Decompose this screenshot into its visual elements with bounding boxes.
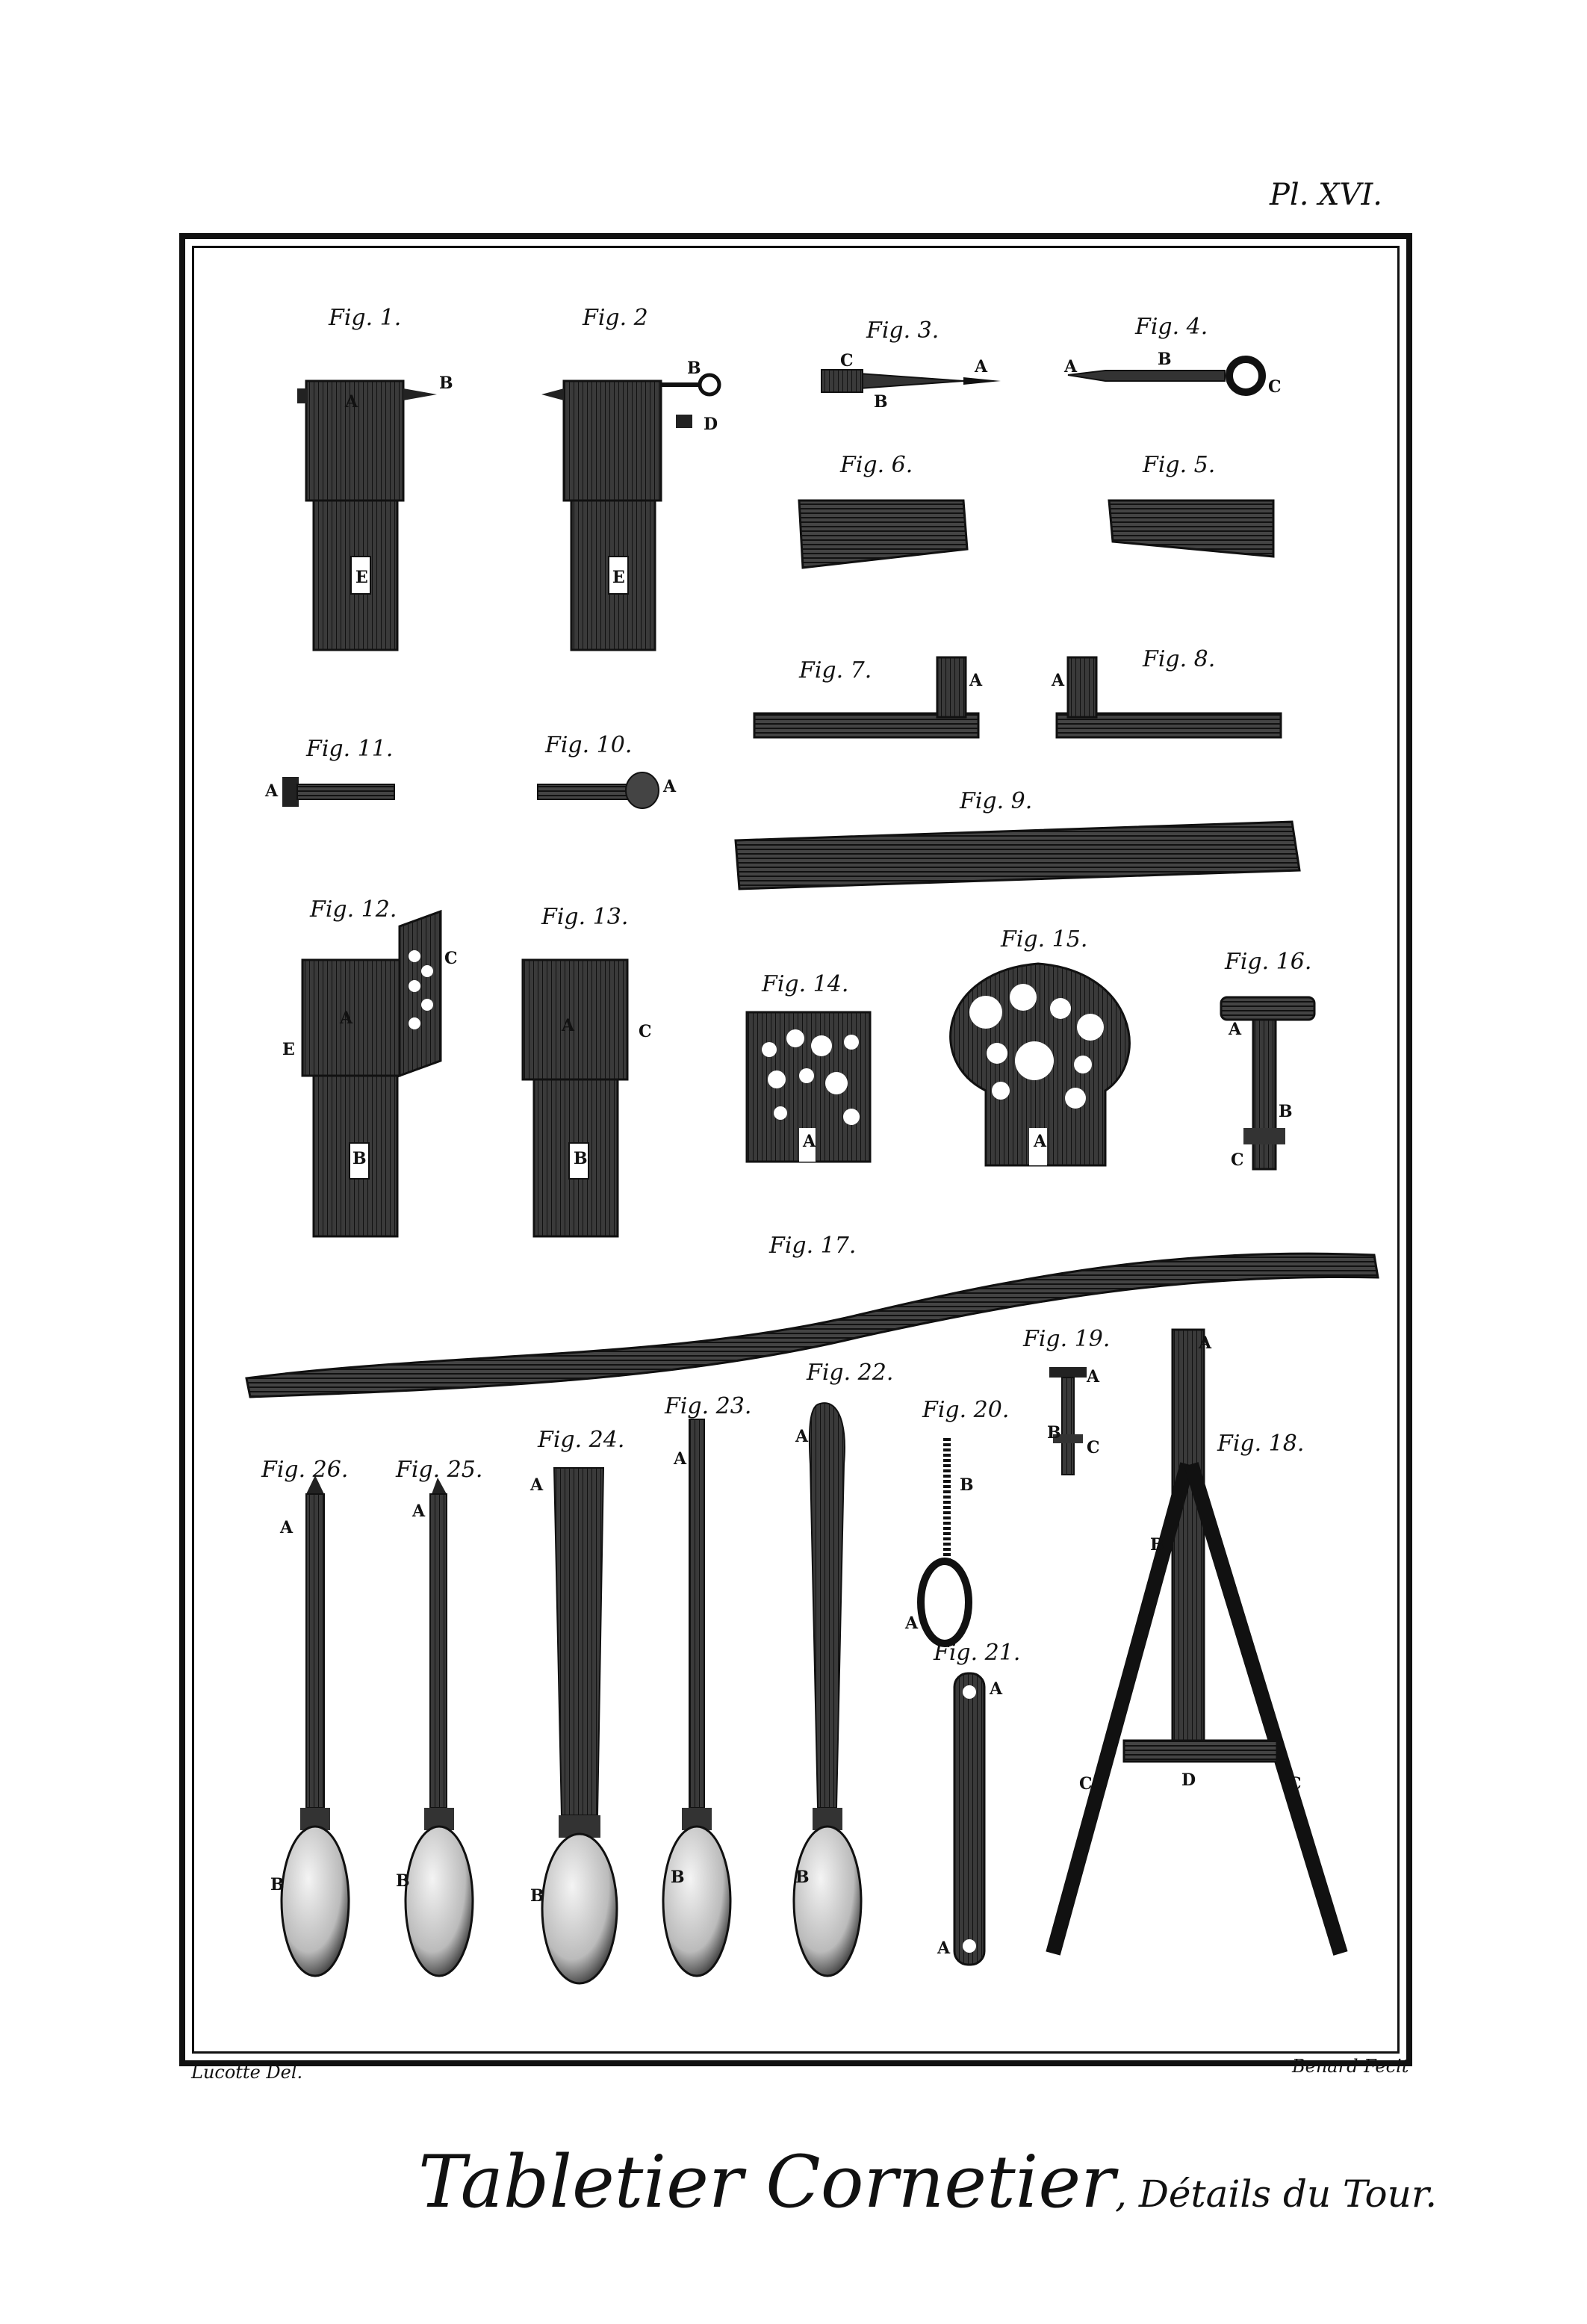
callout-letter: A [803,1132,816,1151]
fig-label-8: Fig. 8. [1143,646,1216,672]
callout-letter: A [1034,1132,1047,1151]
fig18-tripod [1053,1330,1341,1953]
fig26-tool [282,1475,349,1976]
callout-letter: E [282,1040,295,1059]
fig20-saw [921,1438,969,1643]
callout-letter: C [1268,377,1282,397]
callout-letter: A [1229,1020,1242,1039]
fig6-wedge [799,501,967,568]
engraver-credit-left: Lucotte Del. [191,2062,303,2083]
fig-label-24: Fig. 24. [538,1427,625,1453]
fig-label-14: Fig. 14. [762,971,849,997]
fig-label-22: Fig. 22. [807,1360,894,1386]
fig-label-21: Fig. 21. [934,1640,1021,1666]
callout-letter: B [439,374,453,393]
callout-letter: B [1279,1102,1293,1121]
fig24-tool [542,1468,617,1983]
fig-label-10: Fig. 10. [545,732,633,758]
callout-letter: B [671,1868,685,1887]
plate-title-sub: , Détails du Tour. [1115,2172,1438,2216]
fig-label-4: Fig. 4. [1135,314,1208,340]
callout-letter: A [1199,1333,1212,1353]
callout-letter: A [905,1614,919,1633]
callout-letter: B [396,1871,410,1891]
callout-letter: C [840,351,854,371]
fig-label-19: Fig. 19. [1023,1326,1111,1352]
callout-letter: D [704,415,718,434]
fig22-tool [794,1403,861,1976]
fig-label-7: Fig. 7. [799,657,872,684]
fig-label-18: Fig. 18. [1217,1431,1305,1457]
callout-letter: A [674,1449,687,1469]
callout-letter: A [1087,1367,1100,1386]
fig21-link [954,1673,984,1965]
callout-letter: A [280,1518,294,1537]
callout-letter: A [340,1008,353,1028]
fig25-tool [406,1478,473,1976]
callout-letter: A [562,1016,575,1035]
engraver-credit-right: Benard Fecit [1292,2056,1409,2077]
fig5-wedge [1109,501,1273,557]
fig19-bolt [1049,1367,1087,1475]
fig13-puppet [523,960,627,1236]
fig-label-25: Fig. 25. [396,1457,483,1483]
callout-letter: E [355,568,368,587]
callout-letter: A [530,1475,544,1495]
callout-letter: A [663,777,677,796]
fig-label-11: Fig. 11. [306,736,394,762]
callout-letter: D [1181,1770,1196,1790]
callout-letter: C [444,949,458,968]
fig10-bolt [538,772,659,808]
fig-label-26: Fig. 26. [261,1457,349,1483]
callout-letter: A [969,671,983,690]
fig-label-9: Fig. 9. [960,788,1033,814]
callout-letter: C [1087,1438,1100,1457]
callout-letter: B [530,1886,544,1906]
fig-label-2: Fig. 2 [583,305,648,331]
fig-label-16: Fig. 16. [1225,949,1312,975]
callout-letter: B [1150,1535,1164,1555]
fig12-puppet [302,911,441,1236]
callout-letter: A [1052,671,1065,690]
fig-label-3: Fig. 3. [866,317,940,344]
callout-letter: C [1288,1774,1302,1794]
callout-letter: C [639,1022,652,1041]
callout-letter: A [937,1939,951,1958]
plate-title-main: Tabletier Cornetier [418,2140,1116,2224]
callout-letter: A [990,1679,1003,1699]
callout-letter: A [345,392,358,412]
fig-label-23: Fig. 23. [665,1393,752,1419]
fig-label-15: Fig. 15. [1001,926,1088,952]
callout-letter: B [353,1149,367,1168]
callout-letter: B [1158,350,1172,369]
plate-number: Pl. XVI. [1270,178,1383,212]
fig-label-6: Fig. 6. [840,452,913,478]
callout-letter: B [960,1475,974,1495]
callout-letter: A [265,781,279,801]
callout-letter: B [687,359,701,378]
fig23-tool [663,1419,730,1976]
callout-letter: B [574,1149,588,1168]
callout-letter: A [975,357,988,377]
fig9-bar [736,822,1299,889]
fig-label-5: Fig. 5. [1143,452,1216,478]
fig-label-1: Fig. 1. [329,305,402,331]
plate-title [418,2140,1437,2224]
callout-letter: B [270,1875,285,1894]
fig-label-13: Fig. 13. [541,904,629,930]
fig11-bolt [282,777,394,807]
fig-label-20: Fig. 20. [922,1397,1010,1423]
callout-letter: A [795,1427,809,1446]
callout-letter: C [1079,1774,1093,1794]
fig3-point [822,370,1001,392]
fig2-puppet [541,375,719,650]
callout-letter: A [412,1502,426,1521]
fig-label-12: Fig. 12. [310,896,397,923]
callout-letter: C [1231,1150,1244,1170]
callout-letter: A [1064,357,1078,377]
fig1-puppet [297,381,437,650]
callout-letter: E [612,568,625,587]
callout-letter: B [1047,1423,1061,1443]
callout-letter: B [874,392,888,412]
fig-label-17: Fig. 17. [769,1233,857,1259]
callout-letter: B [795,1868,810,1887]
